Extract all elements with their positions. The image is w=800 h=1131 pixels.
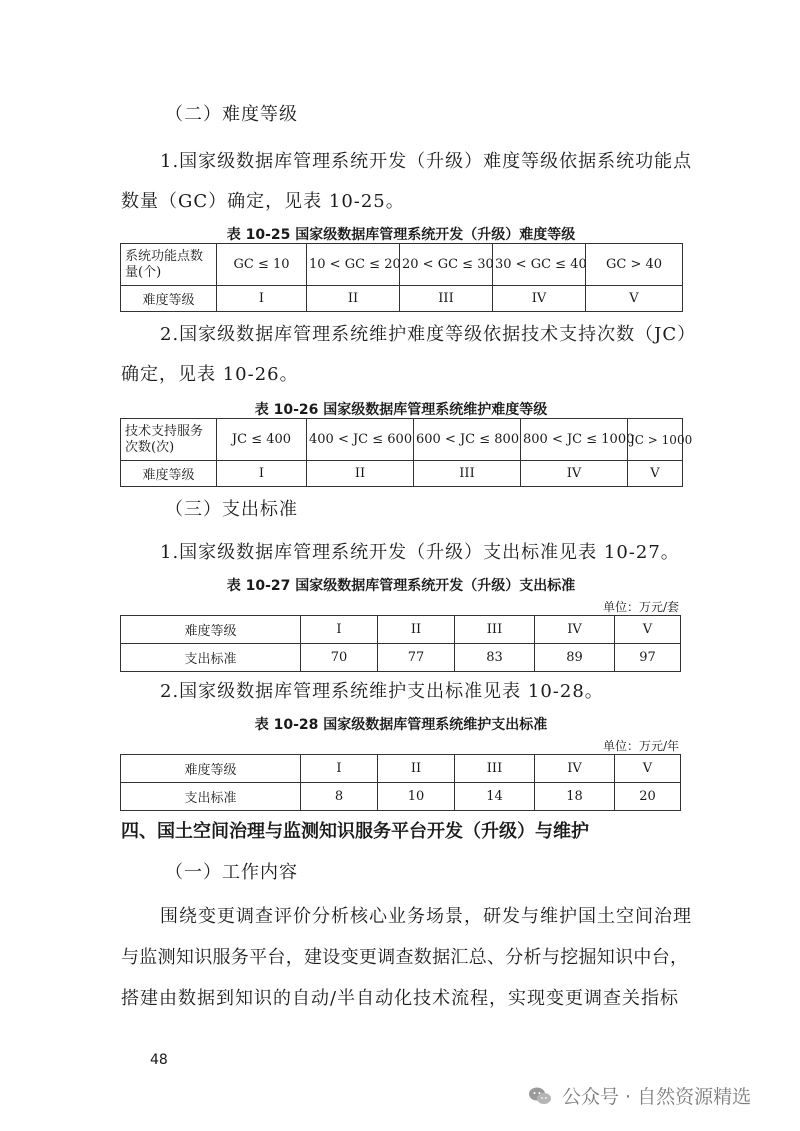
- page-number: 48: [150, 1052, 168, 1068]
- table-row: [121, 419, 683, 461]
- table-cell: 14: [455, 783, 535, 811]
- table-row: [121, 286, 683, 312]
- table-cell: GC ≤ 10: [217, 244, 307, 286]
- table-row: [121, 244, 683, 286]
- table-cell: IV: [535, 616, 615, 644]
- table-cell: 83: [455, 644, 535, 672]
- table-unit: 单位：万元/套: [602, 600, 679, 614]
- table-caption: 表 10-27 国家级数据库管理系统开发（升级）支出标准: [226, 578, 576, 594]
- table-cell: II: [378, 755, 455, 783]
- table-cell: 难度等级: [121, 461, 217, 487]
- table-cell: JC > 1000: [628, 419, 683, 461]
- paragraph-line: 2.国家级数据库管理系统维护支出标准见表 10-28。: [160, 681, 604, 702]
- section-heading-expenditure: （三）支出标准: [165, 499, 298, 520]
- table-cell: 难度等级: [121, 616, 301, 644]
- table-cell: III: [400, 286, 493, 312]
- table-row: [121, 644, 681, 672]
- table-cell: 77: [378, 644, 455, 672]
- table-row: [121, 616, 681, 644]
- table-cell: 70: [301, 644, 378, 672]
- paragraph-line: 搭建由数据到知识的自动/半自动化技术流程，实现变更调查关指标: [121, 988, 680, 1009]
- table-unit: 单位：万元/年: [602, 739, 679, 753]
- table-cell: 20: [615, 783, 681, 811]
- table-cell: 600 < JC ≤ 800: [414, 419, 521, 461]
- paragraph-line: 数量（GC）确定，见表 10-25。: [121, 191, 405, 212]
- table-cell: 10: [378, 783, 455, 811]
- table-row: [121, 755, 681, 783]
- table-cell: 18: [535, 783, 615, 811]
- table-cell: 20 < GC ≤ 30: [400, 244, 493, 286]
- paragraph-line: 1.国家级数据库管理系统开发（升级）难度等级依据系统功能点: [160, 151, 693, 172]
- expenditure-table-10-27: [120, 615, 681, 672]
- paragraph-line: 与监测知识服务平台，建设变更调查数据汇总、分析与挖掘知识中台，: [121, 947, 689, 968]
- table-caption: 表 10-25 国家级数据库管理系统开发（升级）难度等级: [226, 227, 576, 243]
- table-caption: 表 10-26 国家级数据库管理系统维护难度等级: [254, 402, 548, 418]
- paragraph-line: 围绕变更调查评价分析核心业务场景，研发与维护国土空间治理: [160, 906, 692, 927]
- table-cell: V: [615, 755, 681, 783]
- table-cell: V: [628, 461, 683, 487]
- paragraph-line: 1.国家级数据库管理系统开发（升级）支出标准见表 10-27。: [160, 542, 680, 563]
- table-cell: V: [586, 286, 683, 312]
- watermark: [528, 1082, 751, 1109]
- table-cell: 800 < JC ≤ 1000: [521, 419, 628, 461]
- expenditure-table-10-28: [120, 754, 681, 811]
- table-cell: 难度等级: [121, 755, 301, 783]
- table-cell: 支出标准: [121, 644, 301, 672]
- table-cell: II: [378, 616, 455, 644]
- table-cell: I: [301, 616, 378, 644]
- difficulty-table-10-25: [120, 243, 683, 312]
- table-cell: 难度等级: [121, 286, 217, 312]
- wechat-icon: [528, 1086, 552, 1106]
- section-heading-work-content: （一）工作内容: [165, 862, 298, 883]
- table-row: [121, 461, 683, 487]
- table-cell: 10 < GC ≤ 20: [307, 244, 400, 286]
- table-cell: 技术支持服务次数(次): [121, 419, 217, 461]
- table-cell: II: [307, 461, 414, 487]
- table-cell: 系统功能点数量(个): [121, 244, 217, 286]
- table-cell: 8: [301, 783, 378, 811]
- table-cell: I: [301, 755, 378, 783]
- table-cell: GC > 40: [586, 244, 683, 286]
- table-cell: 30 < GC ≤ 40: [493, 244, 586, 286]
- paragraph-line: 2.国家级数据库管理系统维护难度等级依据技术支持次数（JC）: [160, 324, 697, 345]
- table-cell: JC ≤ 400: [217, 419, 307, 461]
- table-row: [121, 783, 681, 811]
- table-cell: V: [615, 616, 681, 644]
- table-cell: III: [455, 616, 535, 644]
- table-cell: I: [217, 286, 307, 312]
- table-cell: IV: [521, 461, 628, 487]
- table-cell: II: [307, 286, 400, 312]
- table-cell: IV: [535, 755, 615, 783]
- table-caption: 表 10-28 国家级数据库管理系统维护支出标准: [254, 717, 548, 733]
- paragraph-line: 确定，见表 10-26。: [121, 364, 299, 385]
- chapter-heading: 四、国土空间治理与监测知识服务平台开发（升级）与维护: [121, 821, 589, 842]
- table-cell: 97: [615, 644, 681, 672]
- watermark-text: 公众号 · 自然资源精选: [562, 1086, 752, 1108]
- table-cell: 400 < JC ≤ 600: [307, 419, 414, 461]
- table-cell: 支出标准: [121, 783, 301, 811]
- difficulty-table-10-26: [120, 418, 693, 487]
- table-cell: III: [414, 461, 521, 487]
- table-cell: III: [455, 755, 535, 783]
- table-cell: I: [217, 461, 307, 487]
- section-heading-difficulty: （二）难度等级: [165, 104, 298, 125]
- table-cell: 89: [535, 644, 615, 672]
- table-cell: IV: [493, 286, 586, 312]
